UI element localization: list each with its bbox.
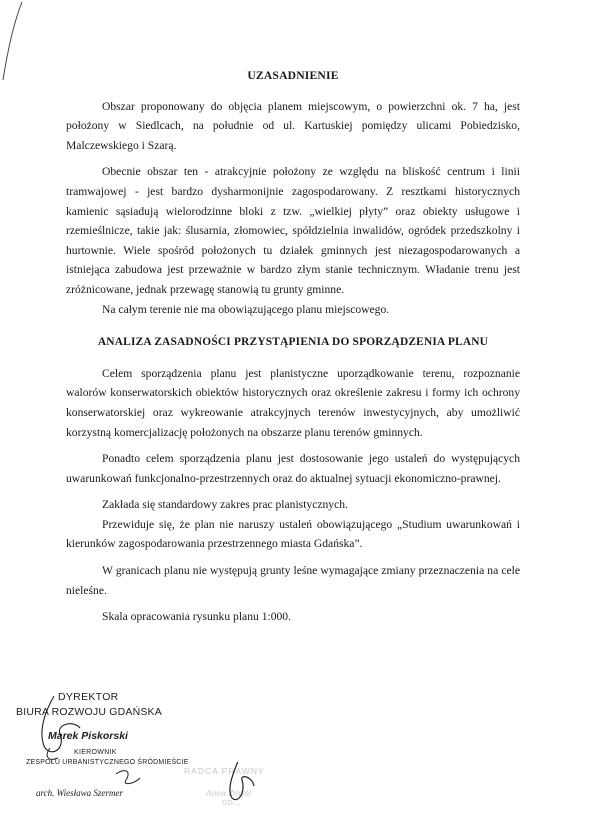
faded-stamp-line1: RADCA PRAWNY bbox=[184, 766, 265, 776]
analysis-paragraph: Przewiduje się, że plan nie naruszy ustaleń obowiązującego „Studium uwarunkowań i kierunków zagospodarowania przestrzennego miasta Gdańska”. bbox=[66, 517, 520, 551]
stamp-team-line: ZESPOŁU URBANISTYCZNEGO ŚRÓDMIEŚCIE bbox=[26, 759, 189, 766]
intro-paragraph: Obszar proponowany do objęcia planem miejscowym, o powierzchni ok. 7 ha, jest położony w Siedlcach, na południe od ul. Kartuskiej pomiędzy ulicami Pobiedzisko, Malczewskiego i Szarą. bbox=[66, 99, 520, 152]
faded-stamp-line2: Anna Zmyśl bbox=[206, 788, 251, 798]
stamp-office-line: BIURA ROZWOJU GDAŃSKA bbox=[16, 706, 162, 718]
section-heading: ANALIZA ZASADNOŚCI PRZYSTĄPIENIA DO SPORZĄDZENIA PLANU bbox=[97, 336, 489, 349]
faded-stamp-line3: GD-... bbox=[222, 800, 241, 807]
stamp-director-line: DYREKTOR bbox=[58, 691, 119, 703]
stamp-head-line: KIEROWNIK bbox=[74, 749, 117, 756]
analysis-paragraph: W granicach planu nie występują grunty leśne wymagające zmiany przeznaczenia na cele nieleśne. bbox=[66, 564, 520, 597]
legal-signature bbox=[182, 762, 302, 812]
faded-legal-stamp bbox=[182, 762, 302, 812]
corner-scan-mark bbox=[0, 0, 30, 90]
analysis-paragraph: Zakłada się standardowy zakres prac planistycznych. bbox=[102, 498, 348, 512]
stamp-director-name: Marek Piskorski bbox=[48, 730, 128, 742]
intro-paragraph: Obecnie obszar ten - atrakcyjnie położony ze względu na bliskość centrum i linii tramwajowej - jest bardzo dysharmonijnie zagospodarowany. Z resztkami historycznych kamienic sąsiadują wielorodzinne bloki z tzw. „wielkiej płyty” oraz obiekty usługowe i rzemieślnicze, takie jak: ślusarnia, złomowiec, spółdzielnia inwalidów, ogródek przedszkolny i hurtownie. Wiele spośród położonych tu działek gminnych jest niezagospodarowanych a istniejąca zabudowa jest przeważnie w bardzo złym stanie technicznym. Władanie trenu jest zróżnicowane, jednak przewagę stanowią tu grunty gminne. bbox=[66, 165, 520, 296]
intro-paragraph: Na całym terenie nie ma obowiązującego planu miejscowego. bbox=[102, 302, 390, 316]
analysis-paragraph: Celem sporządzenia planu jest planistyczne uporządkowanie terenu, rozpoznanie walorów konserwatorskich obiektów historycznych oraz określenie zakresu i formy ich ochrony konserwatorskiej oraz wykreowanie atrakcyjnych terenów inwestycyjnych, aby umożliwić korzystną komercjalizację położonych na obszarze planu terenów gminnych. bbox=[66, 366, 520, 439]
stamp-head-name: arch. Wiesława Szermer bbox=[36, 788, 123, 798]
analysis-paragraph: Ponadto celem sporządzenia planu jest dostosowanie jego ustaleń do występujących uwarunkowań funkcjonalno-przestrzennych oraz do aktualnej sytuacji ekonomiczno-prawnej. bbox=[66, 452, 520, 485]
document-body bbox=[66, 66, 520, 627]
analysis-paragraph: Skala opracowania rysunku planu 1:000. bbox=[102, 610, 291, 624]
document-title: UZASADNIENIE bbox=[247, 69, 339, 82]
